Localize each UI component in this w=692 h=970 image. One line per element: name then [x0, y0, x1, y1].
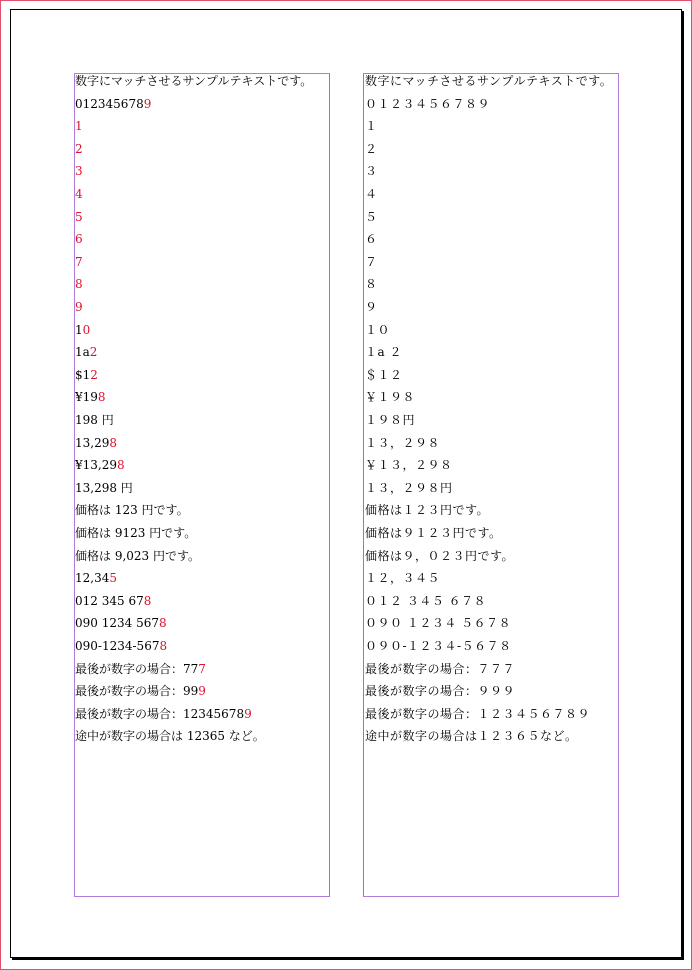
text-line: [75, 300, 83, 322]
text-line: [75, 436, 117, 458]
text-line: [75, 616, 167, 638]
text-line: ３: [365, 164, 378, 179]
line-text: 途中が数字の場合は 12365 など。: [75, 729, 265, 744]
text-line: １３，２９８円: [365, 480, 453, 495]
line-text: 最後が数字の場合：12345678: [75, 706, 245, 721]
text-line: [75, 413, 114, 435]
line-text: 13,298 円: [75, 480, 133, 495]
line-text: 価格は 123 円です。: [75, 503, 189, 518]
text-line: １２，３４５: [365, 571, 441, 586]
matched-digit: 8: [75, 277, 83, 292]
text-line: ６: [365, 232, 378, 247]
text-line: [75, 368, 98, 390]
text-line: ￥１９８: [365, 390, 416, 405]
text-line: [75, 345, 97, 367]
text-frame-right[interactable]: [363, 73, 619, 897]
text-line: 最後が数字の場合：７７７: [365, 661, 516, 676]
text-line: １: [365, 119, 378, 134]
text-line: ８: [365, 277, 378, 292]
text-line: [75, 390, 106, 412]
text-line: [75, 707, 252, 729]
text-line: １９８円: [365, 413, 416, 427]
text-line: ０９０-１２３４-５６７８: [365, 639, 512, 653]
line-text: 価格は 9,023 円です。: [75, 548, 201, 563]
line-text: 090-1234-567: [75, 639, 160, 653]
matched-digit: 8: [143, 593, 152, 608]
text-line: [75, 277, 83, 299]
text-line: 途中が数字の場合は１２３６５など。: [365, 729, 578, 744]
text-line: ＄１２: [365, 367, 403, 382]
line-text: 価格は 9123 円です。: [75, 526, 197, 540]
text-line: [75, 481, 133, 503]
line-text: 012 345 67: [75, 593, 144, 608]
text-line: 価格は９，０２３円です。: [365, 548, 515, 563]
text-line: 価格は９１２３円です。: [365, 526, 502, 540]
text-line: [75, 74, 312, 96]
matched-digit: 2: [75, 141, 83, 156]
line-text: 最後が数字の場合：77: [75, 661, 199, 676]
text-line: [75, 323, 90, 345]
text-line: [75, 526, 196, 548]
matched-digit: 8: [158, 616, 167, 631]
text-line: [75, 503, 189, 525]
text-line: [75, 571, 117, 593]
line-text: 090 1234 567: [75, 616, 159, 631]
matched-digit: 9: [75, 300, 83, 314]
line-text: 1a: [75, 345, 90, 360]
text-line: [75, 549, 200, 571]
matched-digit: 4: [75, 187, 83, 201]
text-line: ０１２３４５６７８９: [365, 96, 491, 111]
matched-digit: 7: [198, 661, 206, 676]
matched-digit: 7: [75, 254, 83, 269]
matched-digit: 5: [109, 571, 117, 586]
text-line: 最後が数字の場合：９９９: [365, 684, 516, 699]
matched-digit: 9: [143, 96, 152, 111]
text-line: [75, 187, 83, 209]
text-line: [75, 232, 83, 254]
text-line: [75, 684, 206, 706]
text-line: １a ２: [365, 345, 402, 360]
text-line: [75, 458, 125, 480]
matched-digit: 1: [75, 119, 83, 134]
matched-digit: 8: [109, 435, 117, 450]
matched-digit: 8: [159, 639, 168, 653]
text-line: ￥１３，２９８: [365, 458, 453, 473]
text-line: [75, 210, 83, 232]
line-text: 13,29: [75, 435, 110, 450]
text-line: ０１２ ３４５ ６７８: [365, 593, 487, 608]
text-line: ７: [365, 254, 378, 269]
text-line: ２: [365, 141, 378, 156]
line-text: ¥13,29: [75, 458, 117, 473]
text-line: [75, 164, 83, 186]
matched-digit: 6: [75, 232, 83, 247]
text-line: [75, 639, 167, 661]
text-line: ０９０ １２３４ ５６７８: [365, 616, 512, 631]
matched-digit: 0: [82, 322, 91, 337]
text-line: ５: [365, 209, 378, 224]
line-text: $1: [75, 367, 91, 382]
text-line: [75, 594, 151, 616]
line-text: ¥19: [75, 390, 98, 405]
text-line: [75, 729, 265, 751]
line-text: 012345678: [75, 96, 144, 111]
text-line: ９: [365, 300, 378, 314]
matched-digit: 9: [198, 684, 206, 699]
text-line: ４: [365, 187, 378, 201]
line-text: 198 円: [75, 413, 114, 427]
text-line: １０: [365, 322, 391, 337]
text-line: [75, 255, 83, 277]
text-line: [75, 662, 206, 684]
line-text: 数字にマッチさせるサンプルテキストです。: [75, 74, 313, 88]
matched-digit: 9: [244, 706, 252, 721]
line-text: 1: [75, 322, 83, 337]
text-frame-left[interactable]: [74, 73, 330, 897]
text-line: [75, 97, 151, 119]
matched-digit: 8: [97, 390, 106, 405]
text-line: 最後が数字の場合：１２３４５６７８９: [365, 706, 591, 721]
matched-digit: 5: [75, 209, 83, 224]
text-line: １３，２９８: [365, 435, 441, 450]
matched-digit: 3: [75, 164, 83, 179]
text-line: 価格は１２３円です。: [365, 503, 490, 518]
text-line: 数字にマッチさせるサンプルテキストです。: [365, 74, 613, 88]
matched-digit: 2: [89, 345, 98, 360]
line-text: 最後が数字の場合：99: [75, 684, 199, 699]
text-line: [75, 119, 83, 141]
text-line: [75, 142, 83, 164]
matched-digit: 8: [117, 458, 125, 473]
matched-digit: 2: [90, 367, 98, 382]
line-text: 12,34: [75, 571, 110, 586]
